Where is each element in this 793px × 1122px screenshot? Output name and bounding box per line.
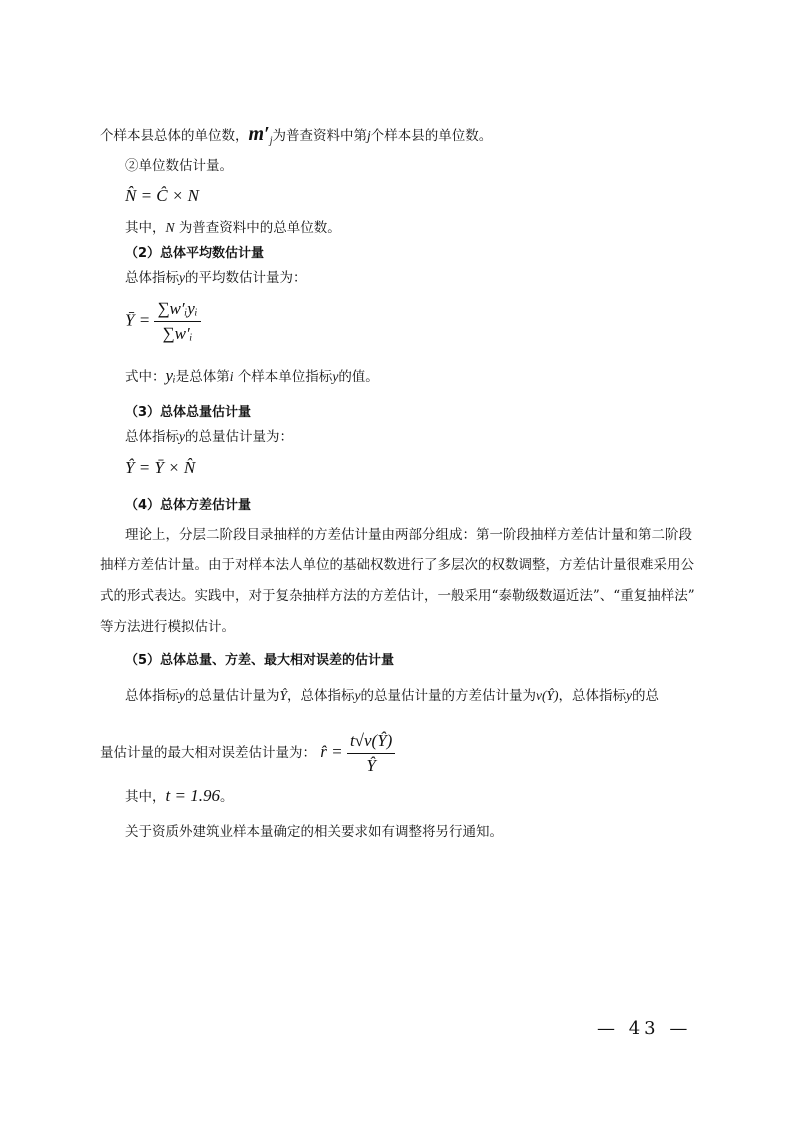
formula-total: Ŷ = Ȳ × N̂ xyxy=(125,458,196,477)
text-line-5: 总体指标y的平均数估计量为： xyxy=(125,270,307,286)
fraction-relative-error: $\frac{t√v(Ŷ)}{Ŷ}$ xyxy=(347,730,395,777)
heading-5: （5）总体总量、方差、最大相对误差的估计量 xyxy=(125,653,395,668)
math-m-prime: m′ xyxy=(248,123,270,145)
text-line-11: 关于资质外建筑业样本量确定的相关要求如有调整将另行通知。 xyxy=(125,824,503,840)
text-line-8: 总体指标y的总量估计量为Ŷ，总体指标y的总量估计量的方差估计量为v(Ŷ)，总体指标y的总 xyxy=(125,688,660,704)
formula-mean: Ȳ = $\frac{\text{∑w′ᵢyᵢ}}{\text{∑w′ᵢ}}$ xyxy=(125,298,201,345)
text-line-4: 其中，N 为普查资料中的总单位数。 xyxy=(125,220,341,236)
heading-2: （2）总体平均数估计量 xyxy=(125,246,265,261)
paragraph-1-line-4: 等方法进行模拟估计。 xyxy=(100,619,235,635)
text-line-7: 总体指标y的总量估计量为： xyxy=(125,429,293,445)
page-number: — 43 — xyxy=(597,1018,692,1039)
text-line-6: 式中：yᵢ是总体第i 个样本单位指标y的值。 xyxy=(125,366,379,385)
formula-N-hat: N̂ = Ĉ × N xyxy=(125,186,199,205)
heading-4: （4）总体方差估计量 xyxy=(125,498,252,513)
paragraph-1-line-2: 抽样方差估计量。由于对样本法人单位的基础权数进行了多层次的权数调整，方差估计量很难采用公 xyxy=(100,557,694,573)
text-line-1: 个样本县总体的单位数，$m'_j$为普查资料中第j个样本县的单位数。 xyxy=(100,123,493,147)
fraction-mean: $\frac{\text{∑w′ᵢyᵢ}}{\text{∑w′ᵢ}}$ xyxy=(154,298,200,345)
heading-3: （3）总体总量估计量 xyxy=(125,405,252,420)
text-line-10: 其中，t = 1.96。 xyxy=(125,786,234,805)
text-line-9: 量估计量的最大相对误差估计量为： r̂ = $\frac{t√v(Ŷ)}{Ŷ}$ xyxy=(100,730,395,777)
paragraph-1-line-1: 理论上，分层二阶段目录抽样的方差估计量由两部分组成：第一阶段抽样方差估计量和第二阶段 xyxy=(125,527,692,543)
paragraph-1-line-3: 式的形式表达。实践中，对于复杂抽样方法的方差估计，一般采用“泰勒级数逼近法”、“重复抽样法” xyxy=(100,588,695,604)
text-line-2: ②单位数估计量。 xyxy=(125,158,233,174)
